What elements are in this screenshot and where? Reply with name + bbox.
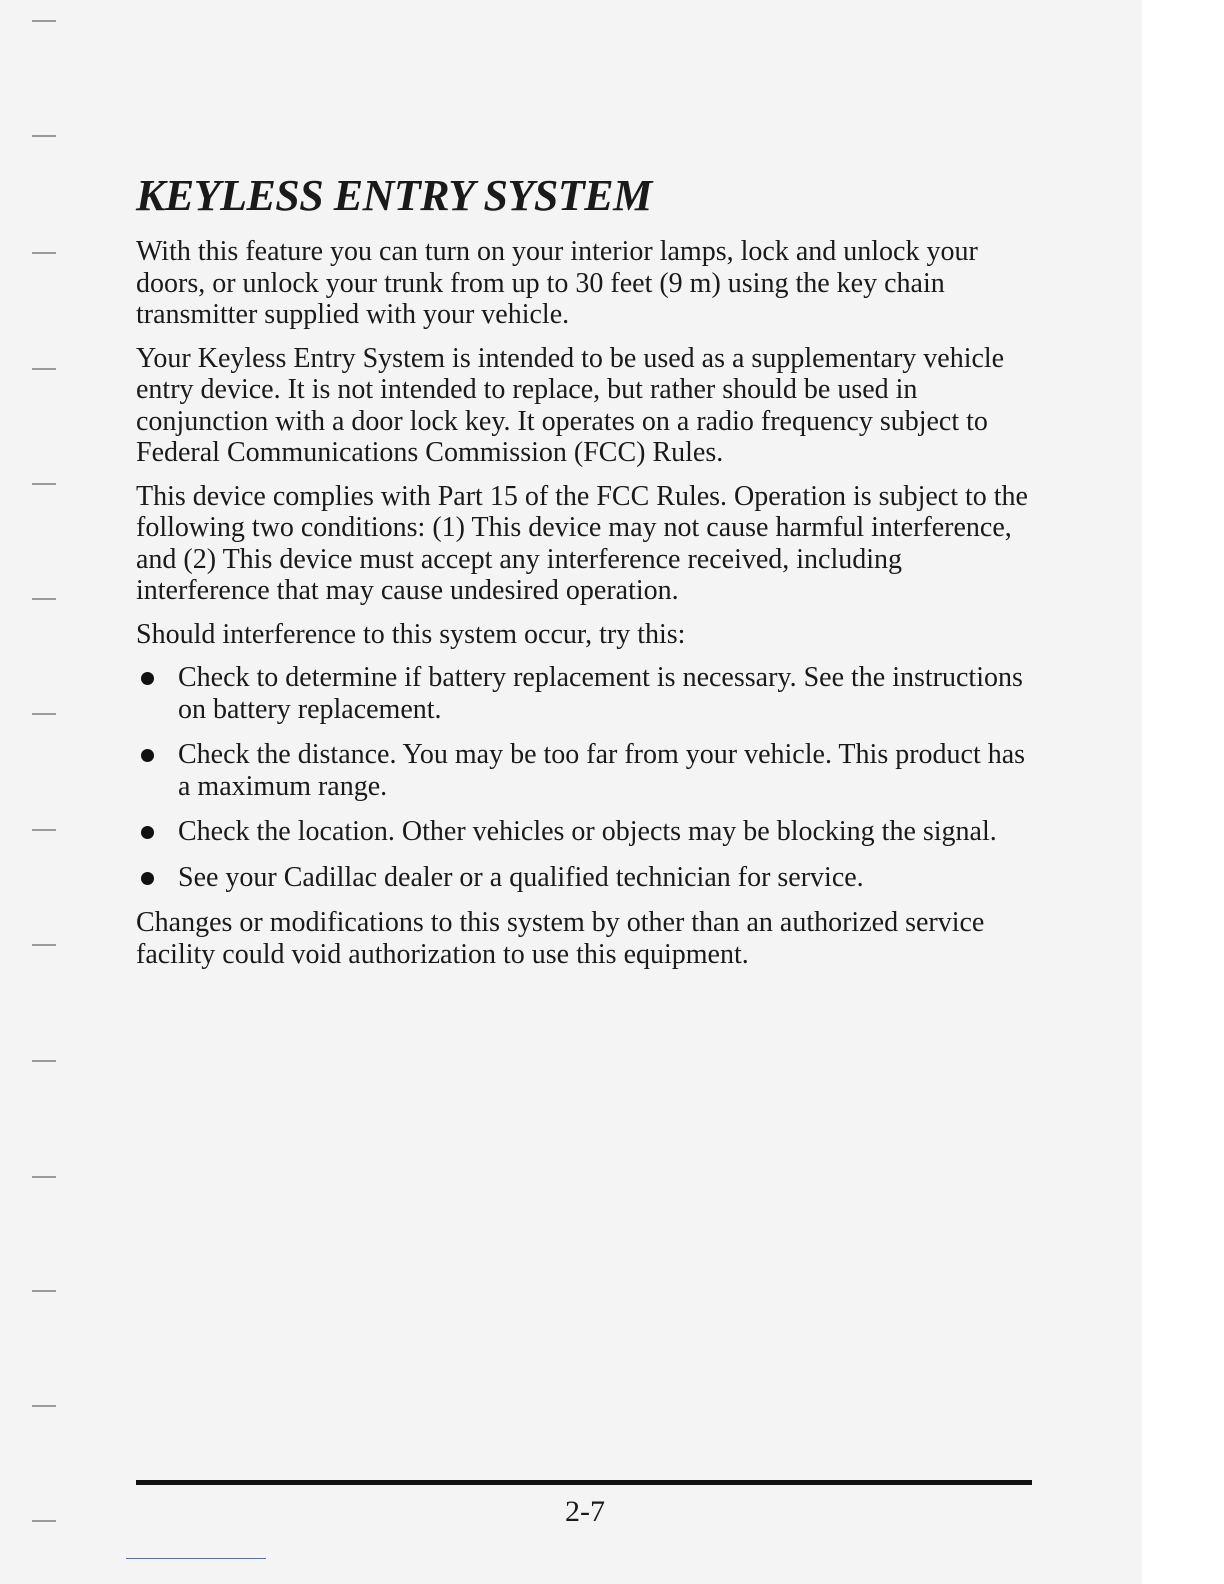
paragraph-description: Your Keyless Entry System is intended to be used as a supplementary vehicle entry device. It is not intended to replace, but rather should be used in conjunction with a door lock key. It operates on a radio frequency subject to Federal Communications Commission (FCC) Rules. [136,342,1005,468]
margin-tick [32,1290,56,1292]
bottom-underline [126,1558,266,1559]
margin-tick [32,20,56,22]
margin-tick [32,713,56,715]
paragraph-closing: Changes or modifications to this system by other than an authorized service facility could void authorization to use this equipment. [136,907,985,970]
bullet-icon [141,872,154,885]
margin-tick [32,483,56,485]
margin-tick [32,135,56,137]
margin-tick [32,1060,56,1062]
margin-tick [32,944,56,946]
page-title: KEYLESS ENTRY SYSTEM [136,171,652,220]
paragraph-intro: With this feature you can turn on your interior lamps, lock and unlock your doors, or unlock your trunk from up to 30 feet (9 m) using the key chain transmitter supplied with your vehicle. [136,236,978,330]
paragraph-interference-lead: Should interference to this system occur, try this: [136,618,686,650]
list-item [136,816,1036,848]
page-number: 2-7 [565,1495,605,1528]
list-item-text: Check to determine if battery replacement is necessary. See the instructions on battery replacement. [178,662,1023,725]
list-item [136,662,1036,725]
main-content [136,168,1036,982]
list-item-text: Check the distance. You may be too far from your vehicle. This product has a maximum range. [178,739,1026,802]
bullet-icon [141,826,154,839]
paragraph-fcc-compliance: This device complies with Part 15 of the FCC Rules. Operation is subject to the following two conditions: (1) This device may not cause harmful interference, and (2) This device must accept any interference received, including interference that may cause undesired operation. [136,480,1028,606]
bullet-icon [141,749,154,762]
margin-tick [32,1405,56,1407]
list-item [136,862,1036,894]
margin-tick [32,829,56,831]
margin-tick [32,1176,56,1178]
list-item-text: See your Cadillac dealer or a qualified technician for service. [178,861,864,893]
list-item-text: Check the location. Other vehicles or objects may be blocking the signal. [178,816,997,847]
troubleshooting-list [136,662,1036,893]
footer-divider [136,1480,1032,1485]
list-item [136,739,1036,802]
margin-tick [32,368,56,370]
margin-tick [32,598,56,600]
margin-tick [32,252,56,254]
bullet-icon [141,672,154,685]
